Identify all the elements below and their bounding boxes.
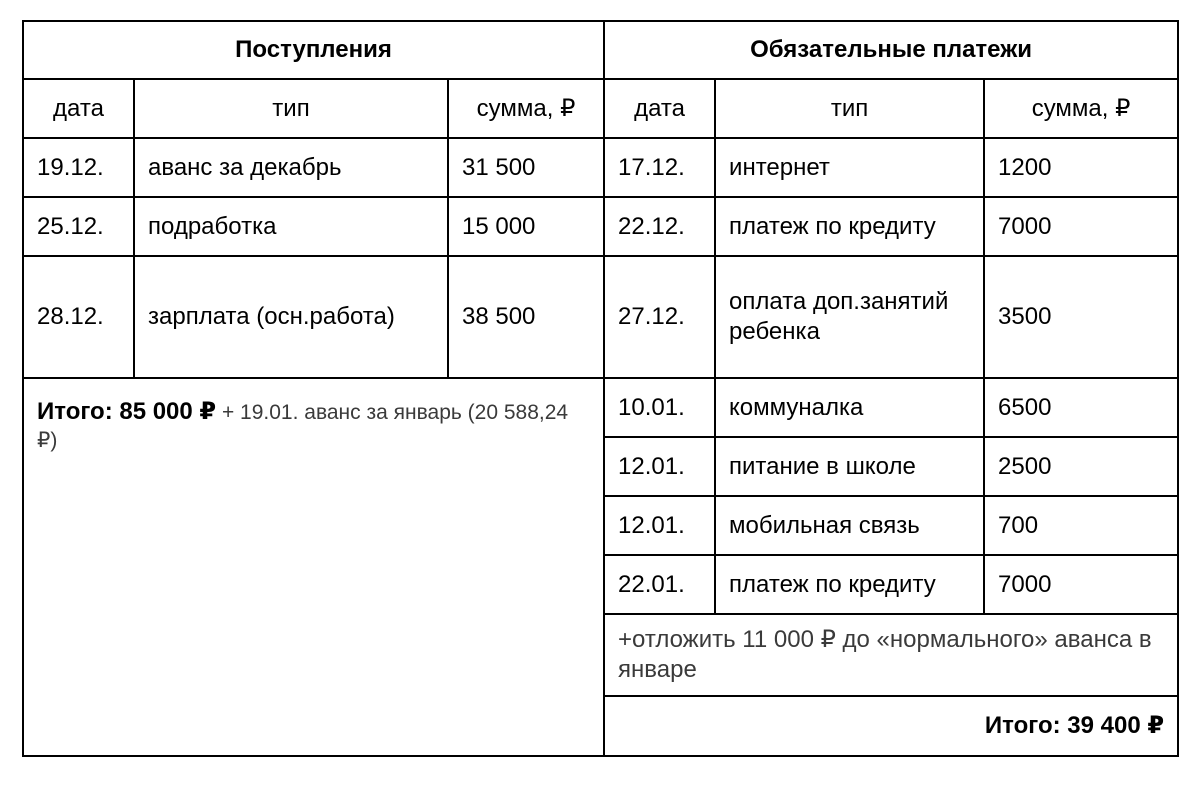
payments-note: +отложить 11 000 ₽ до «нормального» аванса в январе bbox=[604, 614, 1178, 696]
income-total-label: Итого: 85 000 ₽ bbox=[37, 398, 217, 425]
payment-date: 12.01. bbox=[604, 437, 715, 496]
payment-sum: 3500 bbox=[984, 256, 1178, 378]
payment-date: 22.12. bbox=[604, 197, 715, 256]
payment-sum: 700 bbox=[984, 496, 1178, 555]
income-type: подработка bbox=[134, 197, 448, 256]
payment-type: питание в школе bbox=[715, 437, 984, 496]
income-sum: 38 500 bbox=[448, 256, 604, 378]
income-sum: 15 000 bbox=[448, 197, 604, 256]
income-total-cell bbox=[23, 378, 604, 756]
income-date: 25.12. bbox=[23, 197, 134, 256]
table-row bbox=[23, 197, 1178, 256]
table-row bbox=[23, 378, 1178, 437]
payment-sum: 1200 bbox=[984, 138, 1178, 197]
payment-sum: 7000 bbox=[984, 197, 1178, 256]
section-header-row bbox=[23, 21, 1178, 79]
income-date: 28.12. bbox=[23, 256, 134, 378]
income-date-header: дата bbox=[23, 79, 134, 138]
income-type-header: тип bbox=[134, 79, 448, 138]
income-date: 19.12. bbox=[23, 138, 134, 197]
income-type: зарплата (осн.работа) bbox=[134, 256, 448, 378]
payment-type: платеж по кредиту bbox=[715, 555, 984, 614]
payment-sum: 6500 bbox=[984, 378, 1178, 437]
payment-date: 22.01. bbox=[604, 555, 715, 614]
income-sum: 31 500 bbox=[448, 138, 604, 197]
payments-title: Обязательные платежи bbox=[604, 21, 1178, 79]
payment-sum: 7000 bbox=[984, 555, 1178, 614]
payments-total: Итого: 39 400 ₽ bbox=[604, 696, 1178, 756]
payment-date: 17.12. bbox=[604, 138, 715, 197]
budget-table bbox=[22, 20, 1179, 757]
table-row bbox=[23, 138, 1178, 197]
payment-date: 27.12. bbox=[604, 256, 715, 378]
payment-date: 12.01. bbox=[604, 496, 715, 555]
payments-type-header: тип bbox=[715, 79, 984, 138]
payment-type: интернет bbox=[715, 138, 984, 197]
payment-type: мобильная связь bbox=[715, 496, 984, 555]
payments-date-header: дата bbox=[604, 79, 715, 138]
table-row bbox=[23, 256, 1178, 378]
payment-date: 10.01. bbox=[604, 378, 715, 437]
payment-type: коммуналка bbox=[715, 378, 984, 437]
income-total-note: + 19.01. аванс за январь (20 588,24 ₽) bbox=[37, 401, 569, 452]
payments-sum-header: сумма, ₽ bbox=[984, 79, 1178, 138]
payment-type: платеж по кредиту bbox=[715, 197, 984, 256]
column-header-row bbox=[23, 79, 1178, 138]
income-title: Поступления bbox=[23, 21, 604, 79]
income-sum-header: сумма, ₽ bbox=[448, 79, 604, 138]
payment-sum: 2500 bbox=[984, 437, 1178, 496]
payment-type: оплата доп.занятий ребенка bbox=[715, 256, 984, 378]
income-type: аванс за декабрь bbox=[134, 138, 448, 197]
